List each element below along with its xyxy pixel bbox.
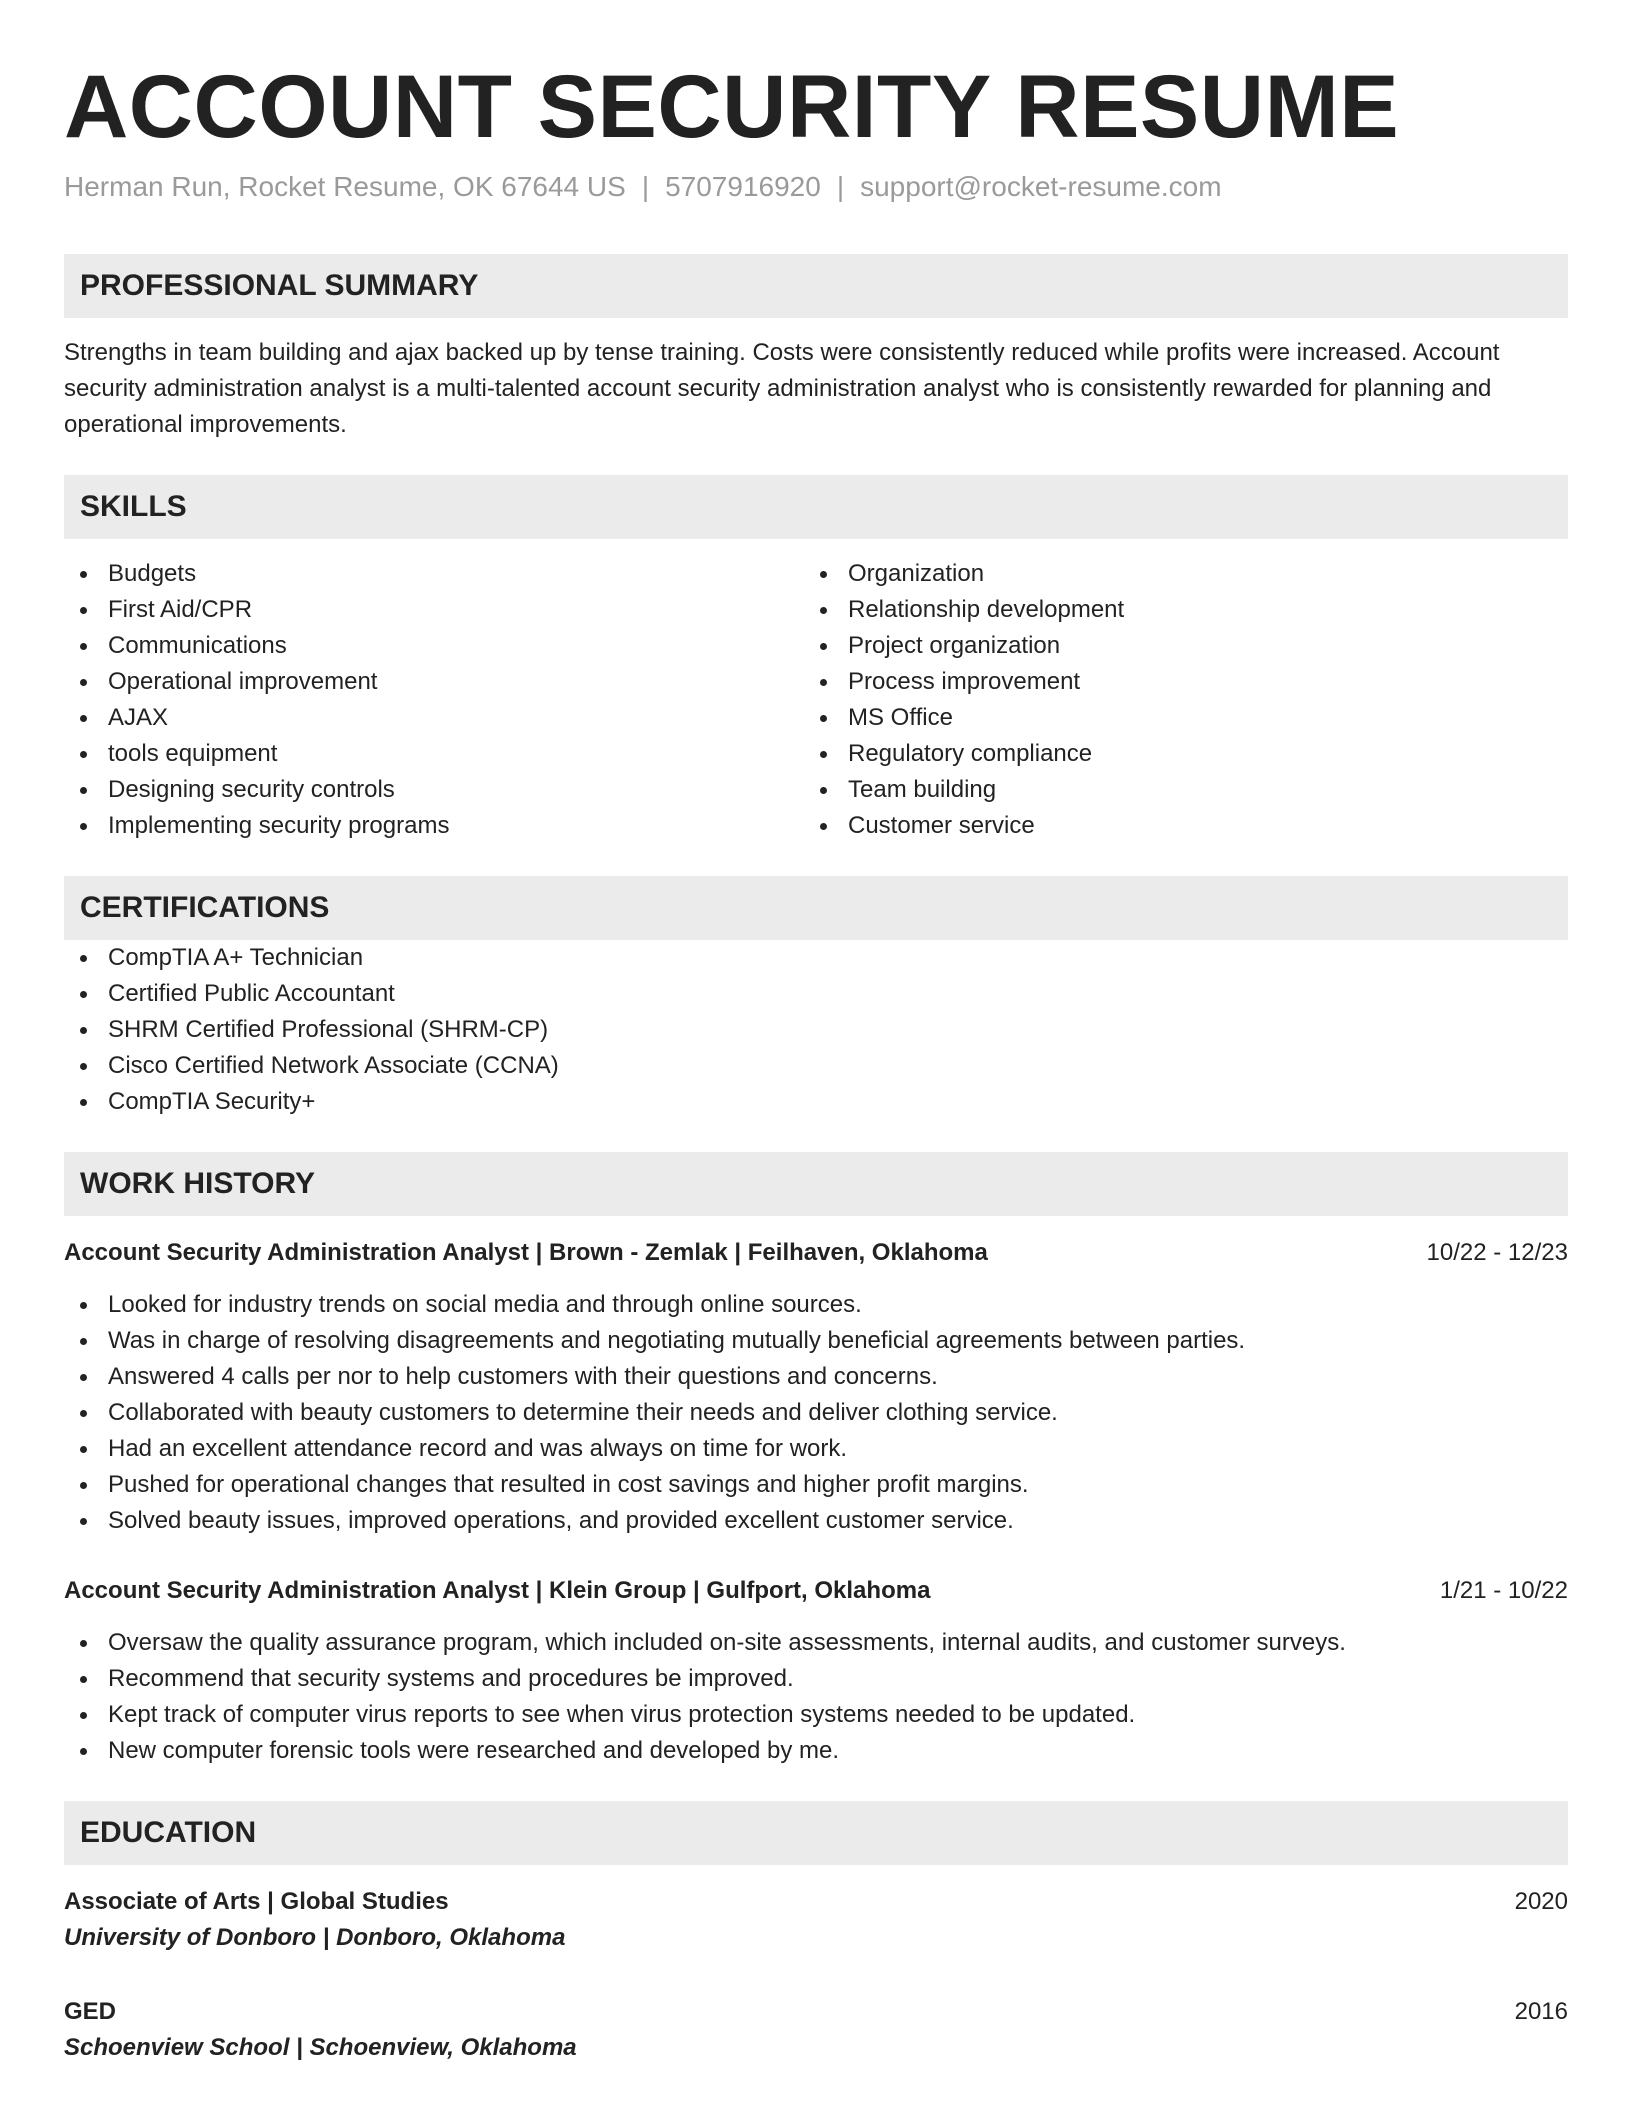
skill-item: MS Office — [804, 700, 1544, 736]
skill-item: Customer service — [804, 808, 1544, 844]
job-header — [64, 1573, 1568, 1609]
section-header-certifications: CERTIFICATIONS — [64, 876, 1568, 940]
job-bullet: Had an excellent attendance record and was always on time for work. — [64, 1431, 1568, 1467]
education-entry — [64, 1994, 1568, 2066]
job-bullet: Oversaw the quality assurance program, which included on-site assessments, internal audits, and customer surveys. — [64, 1625, 1568, 1661]
job-title: Account Security Administration Analyst | Klein Group | Gulfport, Oklahoma — [64, 1577, 931, 1604]
section-header-skills: SKILLS — [64, 475, 1568, 539]
skills-list-right — [804, 556, 1544, 844]
certification-item: CompTIA Security+ — [64, 1084, 1568, 1120]
job-bullet: Pushed for operational changes that resulted in cost savings and higher profit margins. — [64, 1467, 1568, 1503]
skill-item: Team building — [804, 772, 1544, 808]
job-bullet: Solved beauty issues, improved operations, and provided excellent customer service. — [64, 1503, 1568, 1539]
skill-item: Project organization — [804, 628, 1544, 664]
education-year: 2020 — [1514, 1888, 1568, 1915]
skills-grid — [64, 556, 1568, 844]
skill-item: Implementing security programs — [64, 808, 804, 844]
education-school: University of Donboro | Donboro, Oklahoma — [64, 1924, 566, 1951]
contact-line — [64, 170, 1568, 204]
education-school: Schoenview School | Schoenview, Oklahoma — [64, 2034, 577, 2061]
education-entry — [64, 1884, 1568, 1956]
resume-title: ACCOUNT SECURITY RESUME — [64, 56, 1400, 156]
job-bullet: Answered 4 calls per nor to help customers with their questions and concerns. — [64, 1359, 1568, 1395]
job-header — [64, 1235, 1568, 1271]
skill-item: First Aid/CPR — [64, 592, 804, 628]
section-header-education: EDUCATION — [64, 1801, 1568, 1865]
job-bullet: Was in charge of resolving disagreements and negotiating mutually beneficial agreements between parties. — [64, 1323, 1568, 1359]
job-dates: 10/22 - 12/23 — [1426, 1239, 1568, 1266]
skill-item: Designing security controls — [64, 772, 804, 808]
education-degree: Associate of Arts | Global Studies — [64, 1888, 449, 1915]
skill-item: Organization — [804, 556, 1544, 592]
skills-list-left — [64, 556, 804, 844]
education-year: 2016 — [1514, 1998, 1568, 2025]
skill-item: Operational improvement — [64, 664, 804, 700]
job-title: Account Security Administration Analyst | Brown - Zemlak | Feilhaven, Oklahoma — [64, 1239, 988, 1266]
job-bullet: Looked for industry trends on social media and through online sources. — [64, 1287, 1568, 1323]
skill-item: Regulatory compliance — [804, 736, 1544, 772]
job-bullet: Recommend that security systems and procedures be improved. — [64, 1661, 1568, 1697]
certification-item: SHRM Certified Professional (SHRM-CP) — [64, 1012, 1568, 1048]
certifications-list — [64, 940, 1568, 1120]
section-header-work-history: WORK HISTORY — [64, 1152, 1568, 1216]
skill-item: tools equipment — [64, 736, 804, 772]
job-entry — [64, 1235, 1568, 1539]
job-bullet: Kept track of computer virus reports to see when virus protection systems needed to be updated. — [64, 1697, 1568, 1733]
certification-item: Cisco Certified Network Associate (CCNA) — [64, 1048, 1568, 1084]
skill-item: Process improvement — [804, 664, 1544, 700]
skill-item: Budgets — [64, 556, 804, 592]
education-header — [64, 1884, 1568, 1920]
contact-address: Herman Run, Rocket Resume, OK 67644 US — [64, 171, 626, 202]
education-header — [64, 1994, 1568, 2030]
section-header-summary: PROFESSIONAL SUMMARY — [64, 254, 1568, 318]
education-degree: GED — [64, 1998, 117, 2025]
certification-item: CompTIA A+ Technician — [64, 940, 1568, 976]
certification-item: Certified Public Accountant — [64, 976, 1568, 1012]
contact-phone[interactable]: 5707916920 — [665, 171, 821, 202]
job-bullet: New computer forensic tools were researched and developed by me. — [64, 1733, 1568, 1769]
job-bullet: Collaborated with beauty customers to determine their needs and deliver clothing service. — [64, 1395, 1568, 1431]
skill-item: Relationship development — [804, 592, 1544, 628]
skill-item: AJAX — [64, 700, 804, 736]
summary-text: Strengths in team building and ajax backed up by tense training. Costs were consistently reduced while profits were increased. Account security administration analyst is a multi-talented account security administration analyst who is consistently rewarded for planning and operational improvements. — [64, 339, 1500, 438]
contact-separator: | — [641, 171, 650, 202]
contact-email[interactable]: support@rocket-resume.com — [860, 171, 1222, 202]
contact-separator: | — [836, 171, 845, 202]
skill-item: Communications — [64, 628, 804, 664]
job-bullets — [64, 1287, 1568, 1539]
job-dates: 1/21 - 10/22 — [1439, 1577, 1568, 1604]
job-entry — [64, 1573, 1568, 1769]
job-bullets — [64, 1625, 1568, 1769]
